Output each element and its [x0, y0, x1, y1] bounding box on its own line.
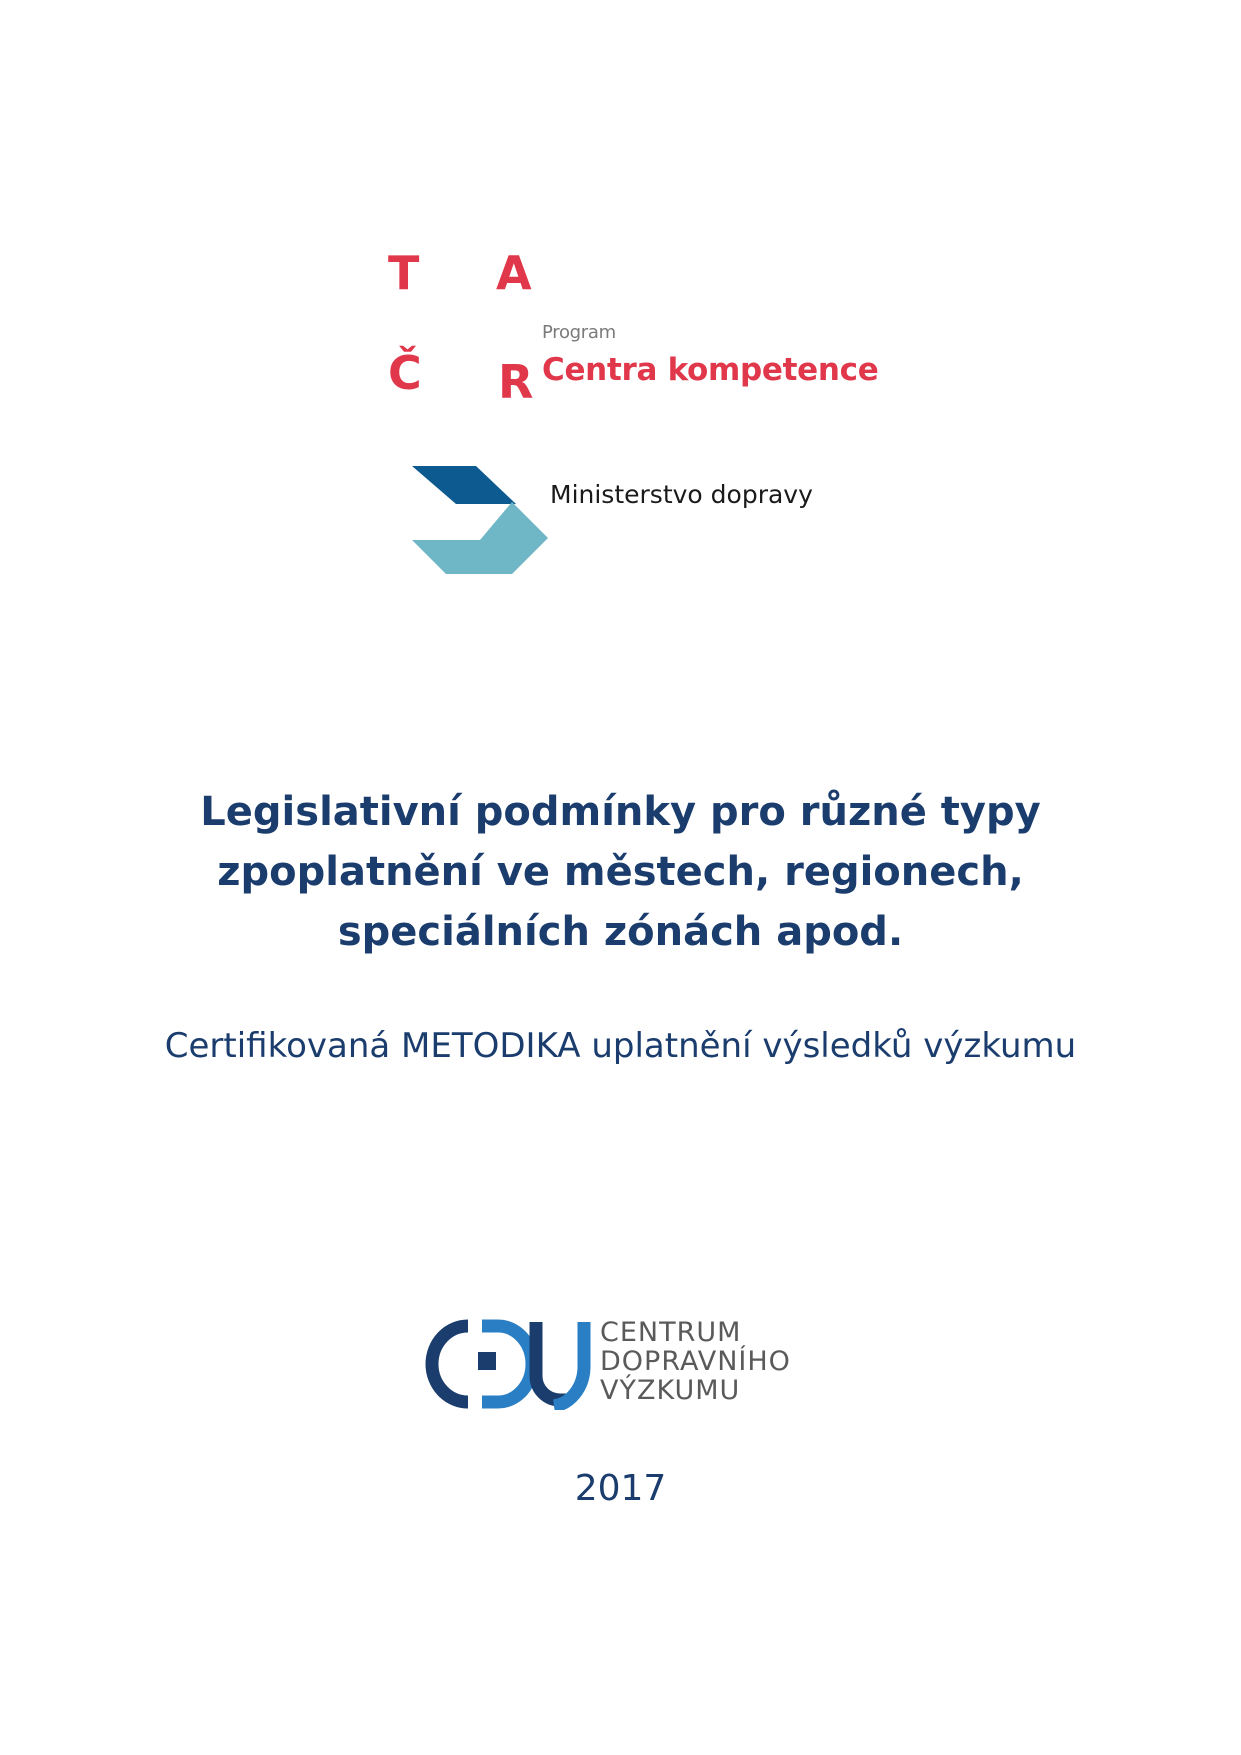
document-title-line: Legislativní podmínky pro různé typy	[200, 789, 1041, 835]
cdv-logo	[424, 1318, 824, 1418]
ministry-of-transport-logo	[412, 466, 852, 576]
document-title	[120, 782, 1121, 962]
publication-year: 2017	[574, 1468, 667, 1509]
tacr-program-label: Program	[542, 322, 616, 343]
cdv-name-line: DOPRAVNÍHO	[600, 1346, 791, 1377]
ministry-chevron-icon	[412, 466, 552, 574]
document-subtitle: Certifikovaná METODIKA uplatnění výsledků výzkumu	[164, 1026, 1077, 1066]
document-title-line: zpoplatnění ve městech, regionech,	[217, 849, 1024, 895]
tacr-logo	[380, 240, 900, 410]
tacr-letter-c: Č	[388, 346, 422, 400]
tacr-letter-a: A	[496, 246, 532, 300]
tacr-letter-r: R	[498, 355, 534, 409]
cdv-name-line: CENTRUM	[600, 1317, 742, 1348]
tacr-program-name: Centra kompetence	[542, 352, 879, 388]
document-title-line: speciálních zónách apod.	[337, 909, 904, 955]
cdv-name-line: VÝZKUMU	[600, 1375, 741, 1406]
ministry-name: Ministerstvo dopravy	[550, 480, 813, 509]
cdv-name	[600, 1318, 791, 1405]
cdv-monogram-icon	[424, 1318, 592, 1410]
tacr-letter-t: T	[388, 246, 420, 300]
